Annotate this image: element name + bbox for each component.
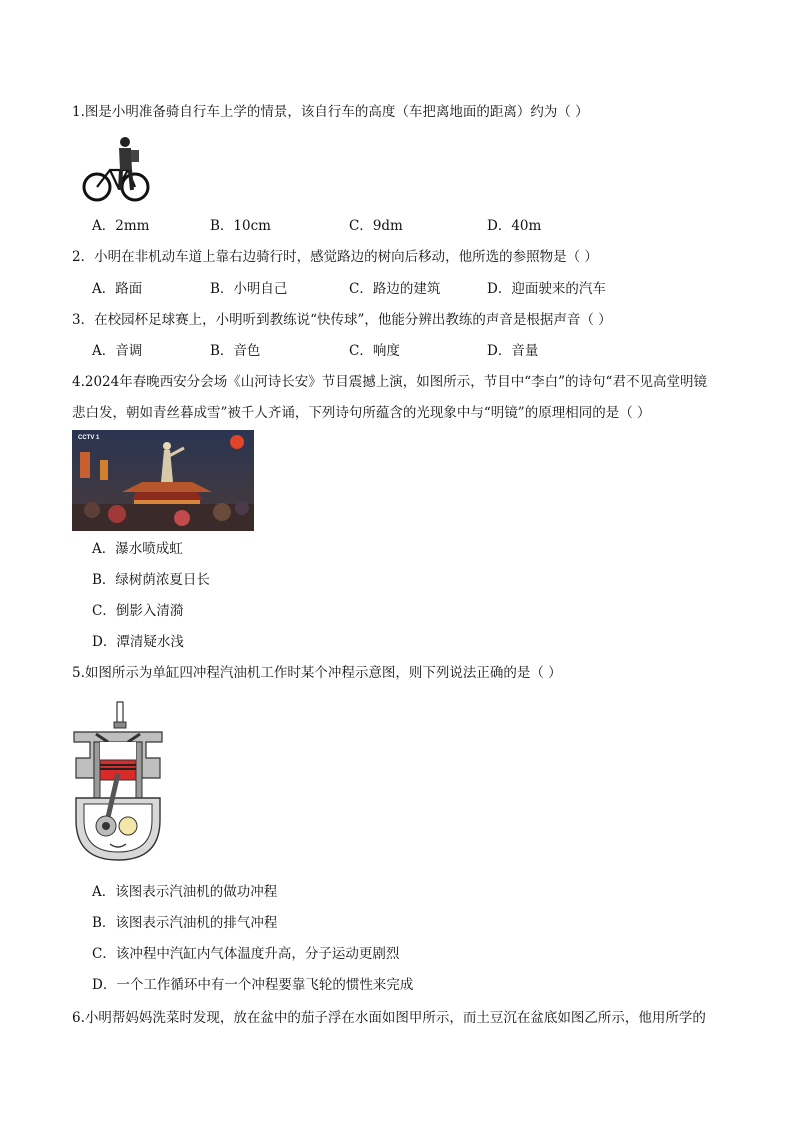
question-2-option-b: B．小明自己	[210, 281, 288, 297]
question-4-option-b: B．绿树荫浓夏日长	[92, 572, 210, 588]
question-4-stem-line-2: 悲白发，朝如青丝暮成雪”被千人齐诵，下列诗句所蕴含的光现象中与“明镜”的原理相同的是（ ）	[72, 405, 651, 421]
question-2-option-a: A．路面	[92, 281, 143, 297]
gala-stage-photo	[72, 430, 254, 531]
question-5-option-a: A．该图表示汽油机的做功冲程	[92, 884, 278, 900]
engine-stroke-diagram	[72, 700, 164, 866]
question-5-stem: 5.如图所示为单缸四冲程汽油机工作时某个冲程示意图，则下列说法正确的是（ ）	[72, 665, 562, 681]
question-1-stem: 1.图是小明准备骑自行车上学的情景，该自行车的高度（车把离地面的距离）约为（ ）	[72, 104, 589, 120]
question-5-option-b: B．该图表示汽油机的排气冲程	[92, 915, 278, 931]
question-3-stem: 3．在校园杯足球赛上，小明听到教练说“快传球”，他能分辨出教练的声音是根据声音（ ）	[72, 312, 612, 328]
cctv-badge: CCTV 1	[78, 435, 100, 441]
question-1-option-b: B．10cm	[210, 218, 271, 234]
question-1-option-c: C．9dm	[349, 218, 403, 234]
question-3-option-b: B．音色	[210, 343, 261, 359]
question-1-option-d: D．40m	[487, 218, 542, 234]
question-6-stem: 6.小明帮妈妈洗菜时发现，放在盆中的茄子浮在水面如图甲所示，而土豆沉在盆底如图乙所示，他用所学的	[72, 1010, 706, 1026]
bicycle-rider-image	[80, 134, 152, 206]
question-3-option-c: C．响度	[349, 343, 400, 359]
question-4-option-d: D．潭清疑水浅	[92, 634, 184, 650]
question-4-option-c: C．倒影入清漪	[92, 603, 184, 619]
question-2-option-c: C．路边的建筑	[349, 281, 441, 297]
question-4-stem-line-1: 4.2024年春晚西安分会场《山河诗长安》节目震撼上演，如图所示，节目中“李白”的诗句“君不见高堂明镜	[72, 374, 707, 390]
question-4-option-a: A．瀑水喷成虹	[92, 541, 183, 557]
question-5-option-c: C．该冲程中汽缸内气体温度升高，分子运动更剧烈	[92, 946, 400, 962]
question-2-stem: 2．小明在非机动车道上靠右边骑行时，感觉路边的树向后移动，他所选的参照物是（ ）	[72, 249, 598, 265]
question-2-option-d: D．迎面驶来的汽车	[487, 281, 606, 297]
question-3-option-a: A．音调	[92, 343, 143, 359]
question-5-option-d: D．一个工作循环中有一个冲程要靠飞轮的惯性来完成	[92, 977, 414, 993]
question-3-option-d: D．音量	[487, 343, 539, 359]
question-1-option-a: A．2mm	[92, 218, 150, 234]
